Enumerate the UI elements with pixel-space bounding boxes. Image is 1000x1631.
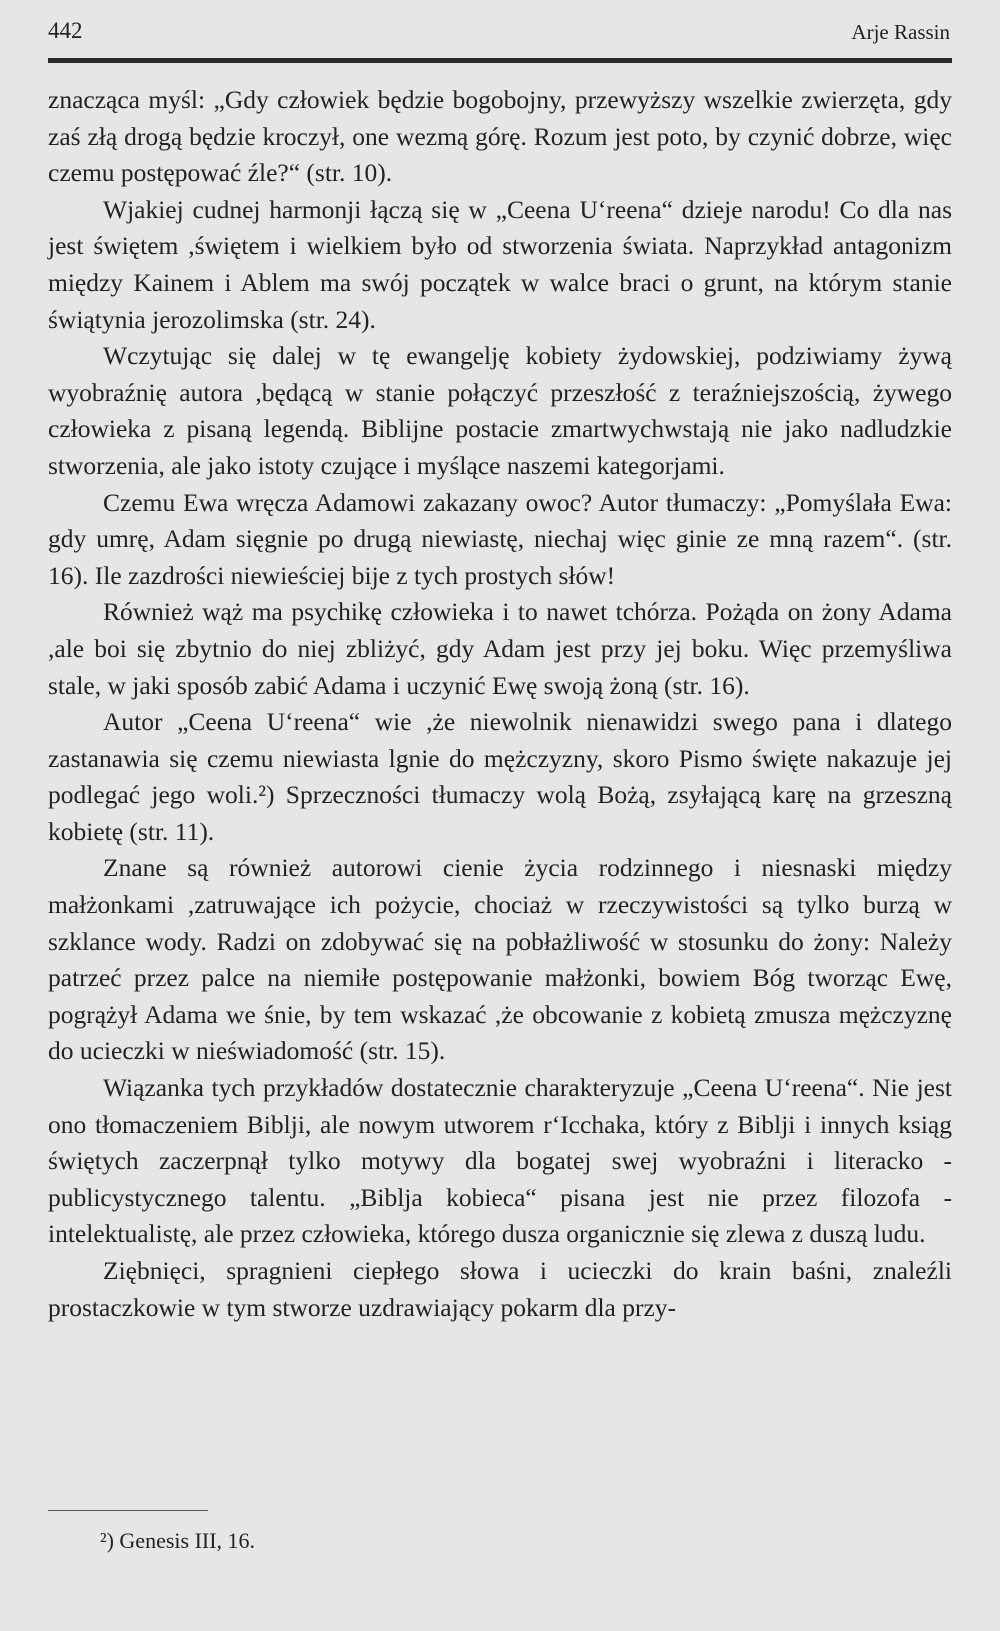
page-number: 442 bbox=[48, 18, 83, 43]
header-rule bbox=[48, 58, 952, 63]
body-text bbox=[48, 82, 952, 1326]
paragraph: Wiązanka tych przykładów dostatecznie charakteryzuje „Ceena U‘reena“. Nie jest ono tłomaczeniem Biblji, ale nowym utworem r‘Icchaka, który z Biblji i innych ksiąg świętych zaczerpnął tylko motywy dla bogatej swej wyobraźni i literacko - publicystycznego talentu. „Biblja kobieca“ pisana jest nie przez filozofa - intelektualistę, ale przez człowieka, którego dusza organicznie się zlewa z duszą ludu. bbox=[48, 1073, 952, 1249]
running-head: Arje Rassin bbox=[851, 20, 950, 44]
paragraph: Wczytując się dalej w tę ewangelję kobiety żydowskiej, podziwiamy żywą wyobraźnię autora ,będącą w stanie połączyć przeszłość z teraźniejszością, żywego człowieka z pisaną legendą. Biblijne postacie zmartwychwstają nie jako nadludzkie stworzenia, ale jako istoty czujące i myślące naszemi kategorjami. bbox=[48, 341, 952, 480]
page-header bbox=[48, 18, 950, 48]
paragraph: Znane są również autorowi cienie życia rodzinnego i niesnaski między małżonkami ,zatruwające ich pożycie, chociaż w rzeczywistości są tylko burzą w szklance wody. Radzi on zdobywać się na pobłażliwość w stosunku do żony: Należy patrzeć przez palce na niemiłe postępowanie małżonki, bowiem Bóg tworząc Ewę, pogrążył Adama we śnie, by tem wskazać ,że obcowanie z kobietą zmusza mężczyznę do ucieczki w nieświadomość (str. 15). bbox=[48, 853, 952, 1066]
paragraph: Autor „Ceena U‘reena“ wie ,że niewolnik nienawidzi swego pana i dlatego zastanawia się czemu niewiasta lgnie do mężczyzny, skoro Pismo święte nakazuje jej podlegać jego woli.²) Sprzeczności tłumaczy wolą Bożą, zsyłającą karę na grzeszną kobietę (str. 11). bbox=[48, 707, 952, 846]
paragraph: Wjakiej cudnej harmonji łączą się w „Ceena U‘reena“ dzieje narodu! Co dla nas jest świętem ,świętem i wielkiem było od stworzenia świata. Naprzykład antagonizm między Kainem i Ablem ma swój początek w walce braci o grunt, na którym stanie świątynia jerozolimska (str. 24). bbox=[48, 194, 952, 334]
paragraph: Ziębnięci, spragnieni ciepłego słowa i ucieczki do krain baśni, znaleźli prostaczkowie w tym stworze uzdrawiający pokarm dla przy- bbox=[48, 1256, 952, 1322]
footnote-rule bbox=[48, 1510, 208, 1511]
paragraph: znacząca myśl: „Gdy człowiek będzie bogobojny, przewyższy wszelkie zwierzęta, gdy zaś złą drogą będzie kroczył, one wezmą górę. Rozum jest poto, by czynić dobrze, więc czemu postępować źle?“ (str. 10). bbox=[48, 85, 952, 188]
footnote bbox=[100, 1528, 255, 1554]
footnote-marker: ²) bbox=[100, 1528, 114, 1553]
paragraph: Czemu Ewa wręcza Adamowi zakazany owoc? Autor tłumaczy: „Pomyślała Ewa: gdy umrę, Adam sięgnie po drugą niewiastę, niechaj więc ginie ze mną razem“. (str. 16). Ile zazdrości niewieściej bije z tych prostych słów! bbox=[48, 487, 952, 590]
paragraph: Również wąż ma psychikę człowieka i to nawet tchórza. Pożąda on żony Adama ,ale boi się zbytnio do niej zbliżyć, gdy Adam jest przy jej boku. Więc przemyśliwa stale, w jaki sposób zabić Adama i uczynić Ewę swoją żoną (str. 16). bbox=[48, 597, 952, 700]
footnote-text: Genesis III, 16. bbox=[119, 1528, 256, 1553]
